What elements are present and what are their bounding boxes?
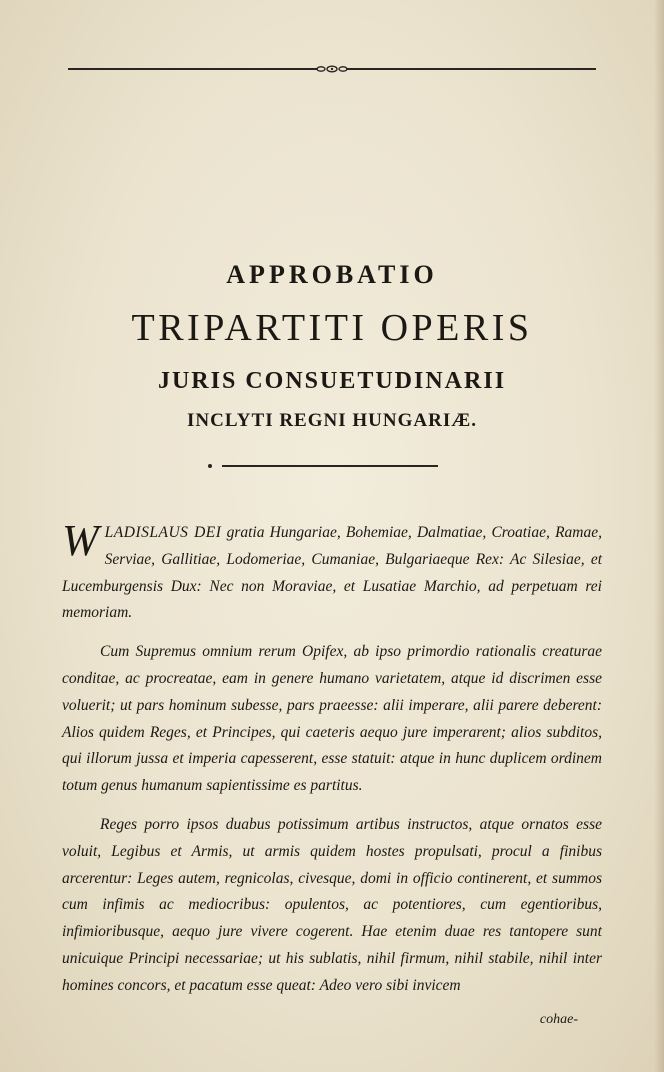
rule-dot [208,464,212,468]
paragraph-2: Cum Supremus omnium rerum Opifex, ab ipso primordio rationalis creaturae conditae, ac procreatae, eam in genere humano varietatem, atque id discrimen esse voluerit; ut pars hominum subesse, pars praeesse: alii imperare, alii parere deberent: Alios quidem Reges, et Principes, qui caeteris aequo jure imperarent; alios subditos, qui illorum jussa et imperia capesserent, esse statuit: atque in hunc duplicem ordinem totum genus humanum sapientissime es partitus. [62,643,602,795]
body-text [62,516,602,1000]
title-line-4: INCLYTI REGNI HUNGARIÆ. [187,410,477,431]
rule-ornament-icon [316,62,348,76]
title-line-3: JURIS CONSUETUDINARII [157,368,507,394]
page-edge-shadow [654,0,664,1072]
title-block [0,258,664,434]
catchword: cohae- [539,1012,578,1027]
paragraph-3: Reges porro ipsos duabus potissimum artibus instructos, atque ornatos esse voluit, Legibus et Armis, ut armis quidem hostes propulsati, procul a finibus arcerentur: Leges autem, regnicolas, civesque, domi in officio continerent, et summos cum infimis ac mediocribus: opulentos, ac potentiores, cum egentioribus, infimioribusque, aequo jure vivere cogerent. Hae etenim duae res tantopere sunt unicuique Principi necessariae; ut his sublatis, nihil firmum, nihil stabile, nihil inter homines concors, et pacatum esse queat: Adeo vero sibi invicem [62,815,602,994]
title-line-1: APPROBATIO [226,260,438,289]
paragraph-1-text: gratia Hungariae, Bohemiae, Dalmatiae, Croatiae, Ramae, Serviae, Gallitiae, Lodomeriae, Cumaniae, Bulgariaeque Rex: Ac Silesiae, et Lucemburgensis Dux: Nec non Moraviae, et Lusatiae Marchio, ad perpetuam rei memoriam. [62,524,602,622]
king-name: LADISLAUS DEI [104,524,222,541]
title-line-2: TRIPARTITI OPERIS [131,307,533,349]
top-rule-left-line [68,68,318,70]
drop-cap: W [62,516,99,565]
title-separator-rule [222,465,438,467]
top-ornamental-rule [68,62,596,76]
paragraph-1 [62,516,602,627]
top-rule-right-line [346,68,596,70]
